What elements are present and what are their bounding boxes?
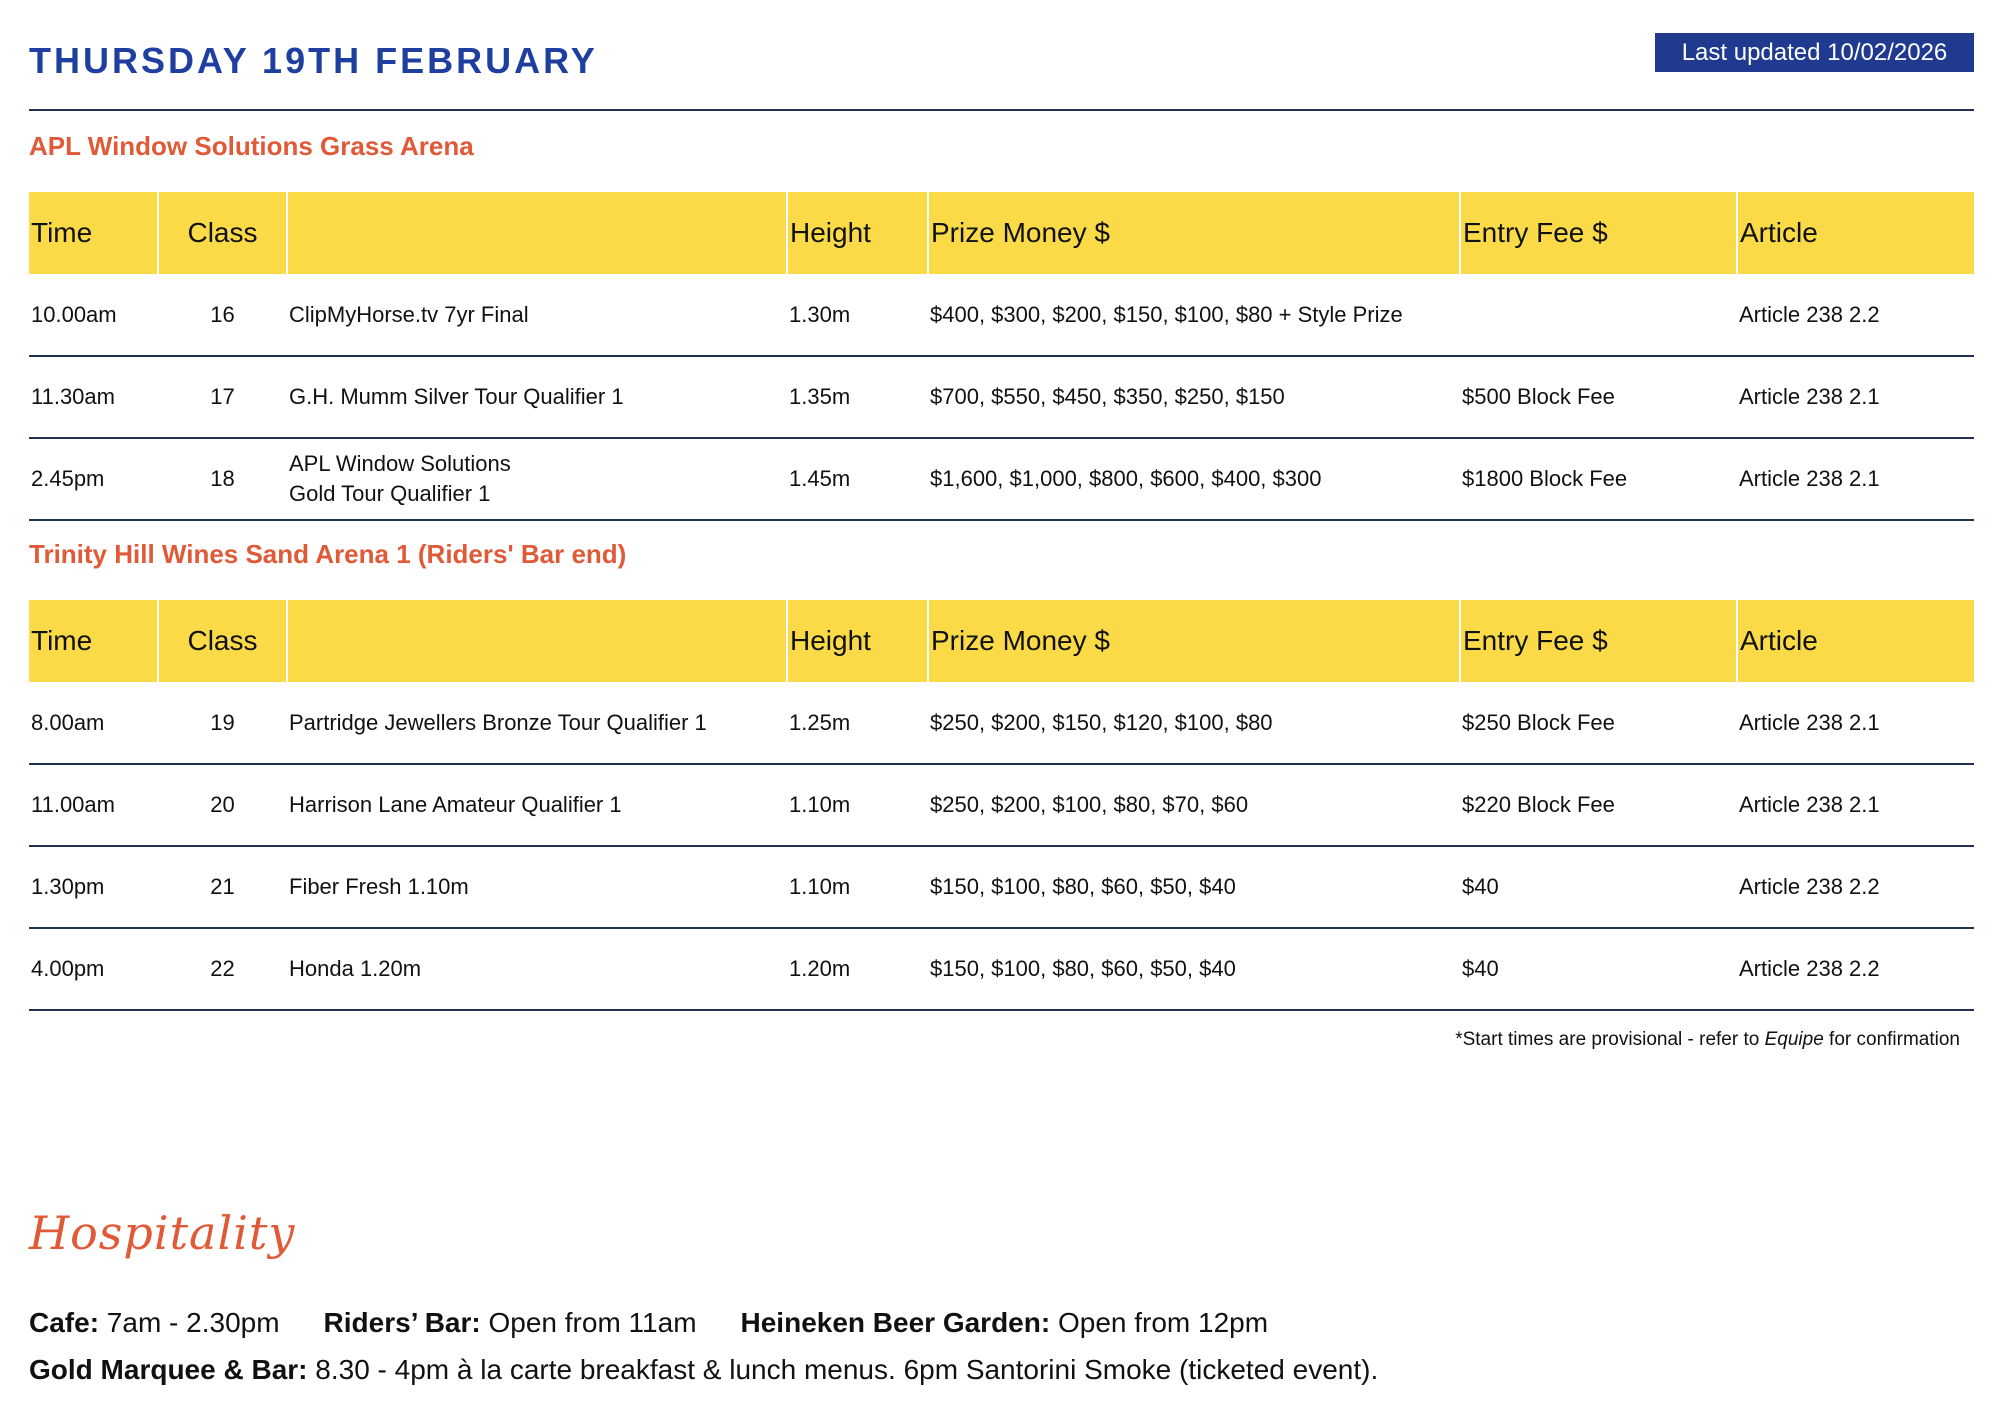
column-header-event	[287, 192, 787, 274]
hospitality-line-2	[29, 1354, 1378, 1386]
column-header-prize: Prize Money $	[928, 600, 1460, 682]
page-title: THURSDAY 19TH FEBRUARY	[29, 40, 598, 81]
cafe-hours: 7am - 2.30pm	[99, 1307, 280, 1338]
entry-cell: $500 Block Fee	[1460, 356, 1737, 438]
column-header-class: Class	[158, 600, 287, 682]
article-cell: Article 238 2.2	[1737, 846, 1974, 928]
prize-cell: $150, $100, $80, $60, $50, $40	[928, 846, 1460, 928]
column-header-article: Article	[1737, 600, 1974, 682]
height-cell: 1.45m	[787, 438, 928, 520]
event-name: Harrison Lane Amateur Qualifier 1	[289, 792, 622, 817]
entry-cell: $250 Block Fee	[1460, 682, 1737, 764]
gold-marquee-details: 8.30 - 4pm à la carte breakfast & lunch menus. 6pm Santorini Smoke (ticketed event).	[307, 1354, 1379, 1385]
table-row	[29, 682, 1974, 764]
article-cell: Article 238 2.1	[1737, 764, 1974, 846]
table-row	[29, 356, 1974, 438]
event-cell	[287, 274, 787, 356]
event-name: Honda 1.20m	[289, 956, 422, 981]
event-name-line-1: APL Window Solutions	[289, 451, 511, 476]
last-updated-badge: Last updated 10/02/2026	[1655, 33, 1974, 72]
provisional-note	[1360, 1029, 1960, 1051]
event-name: Partridge Jewellers Bronze Tour Qualifier 1	[289, 709, 707, 735]
column-header-time: Time	[29, 600, 158, 682]
class-cell: 17	[158, 356, 287, 438]
time-cell: 11.30am	[29, 356, 158, 438]
hospitality-title: Hospitality	[29, 1206, 296, 1260]
table-header-row	[29, 600, 1974, 682]
class-cell: 21	[158, 846, 287, 928]
table-row	[29, 928, 1974, 1010]
height-cell: 1.35m	[787, 356, 928, 438]
event-name: ClipMyHorse.tv 7yr Final	[289, 301, 529, 327]
time-cell: 2.45pm	[29, 438, 158, 520]
arena-heading-grass: APL Window Solutions Grass Arena	[29, 131, 474, 161]
column-header-class: Class	[158, 192, 287, 274]
height-cell: 1.20m	[787, 928, 928, 1010]
article-cell: Article 238 2.2	[1737, 274, 1974, 356]
column-header-event	[287, 600, 787, 682]
article-cell: Article 238 2.1	[1737, 682, 1974, 764]
column-header-entry: Entry Fee $	[1460, 192, 1737, 274]
event-name: G.H. Mumm Silver Tour Qualifier 1	[289, 384, 624, 409]
class-cell: 16	[158, 274, 287, 356]
column-header-entry: Entry Fee $	[1460, 600, 1737, 682]
event-cell	[287, 928, 787, 1010]
prize-cell: $250, $200, $100, $80, $70, $60	[928, 764, 1460, 846]
riders-bar-hours: Open from 11am	[480, 1307, 697, 1338]
cafe-label: Cafe:	[29, 1307, 100, 1338]
article-cell: Article 238 2.2	[1737, 928, 1974, 1010]
table-header-row	[29, 192, 1974, 274]
gold-marquee-label: Gold Marquee & Bar:	[29, 1354, 308, 1385]
table-row	[29, 846, 1974, 928]
event-cell	[287, 682, 787, 764]
heineken-hours: Open from 12pm	[1050, 1307, 1269, 1338]
time-cell: 4.00pm	[29, 928, 158, 1010]
prize-cell: $150, $100, $80, $60, $50, $40	[928, 928, 1460, 1010]
time-cell: 8.00am	[29, 682, 158, 764]
table-row	[29, 764, 1974, 846]
class-cell: 20	[158, 764, 287, 846]
column-header-height: Height	[787, 192, 928, 274]
event-cell	[287, 846, 787, 928]
arena-heading-sand: Trinity Hill Wines Sand Arena 1 (Riders' Bar end)	[29, 539, 627, 569]
table-row	[29, 438, 1974, 520]
prize-cell: $1,600, $1,000, $800, $600, $400, $300	[928, 438, 1460, 520]
entry-cell: $1800 Block Fee	[1460, 438, 1737, 520]
height-cell: 1.30m	[787, 274, 928, 356]
event-name: Fiber Fresh 1.10m	[289, 874, 469, 899]
height-cell: 1.10m	[787, 764, 928, 846]
riders-bar-label: Riders’ Bar:	[323, 1307, 481, 1338]
event-cell	[287, 356, 787, 438]
height-cell: 1.10m	[787, 846, 928, 928]
time-cell: 1.30pm	[29, 846, 158, 928]
class-cell: 22	[158, 928, 287, 1010]
entry-cell: $220 Block Fee	[1460, 764, 1737, 846]
event-cell	[287, 438, 787, 520]
note-prefix: *Start times are provisional - refer to	[1455, 1029, 1765, 1050]
note-emphasis: Equipe	[1764, 1029, 1824, 1050]
prize-cell: $700, $550, $450, $350, $250, $150	[928, 356, 1460, 438]
schedule-table-grass	[29, 192, 1974, 521]
column-header-height: Height	[787, 600, 928, 682]
entry-cell: $40	[1460, 846, 1737, 928]
column-header-article: Article	[1737, 192, 1974, 274]
event-cell	[287, 764, 787, 846]
divider	[29, 109, 1974, 111]
prize-cell: $250, $200, $150, $120, $100, $80	[928, 682, 1460, 764]
class-cell: 18	[158, 438, 287, 520]
time-cell: 10.00am	[29, 274, 158, 356]
note-suffix: for confirmation	[1823, 1029, 1960, 1050]
schedule-table-sand	[29, 600, 1974, 1011]
height-cell: 1.25m	[787, 682, 928, 764]
hospitality-line-1	[29, 1307, 1268, 1339]
column-header-time: Time	[29, 192, 158, 274]
class-cell: 19	[158, 682, 287, 764]
table-row	[29, 274, 1974, 356]
column-header-prize: Prize Money $	[928, 192, 1460, 274]
prize-cell: $400, $300, $200, $150, $100, $80 + Style Prize	[928, 274, 1460, 356]
entry-cell: $40	[1460, 928, 1737, 1010]
event-name-line-2: Gold Tour Qualifier 1	[289, 481, 491, 506]
article-cell: Article 238 2.1	[1737, 356, 1974, 438]
article-cell: Article 238 2.1	[1737, 438, 1974, 520]
heineken-label: Heineken Beer Garden:	[740, 1307, 1051, 1338]
time-cell: 11.00am	[29, 764, 158, 846]
entry-cell	[1460, 274, 1737, 356]
